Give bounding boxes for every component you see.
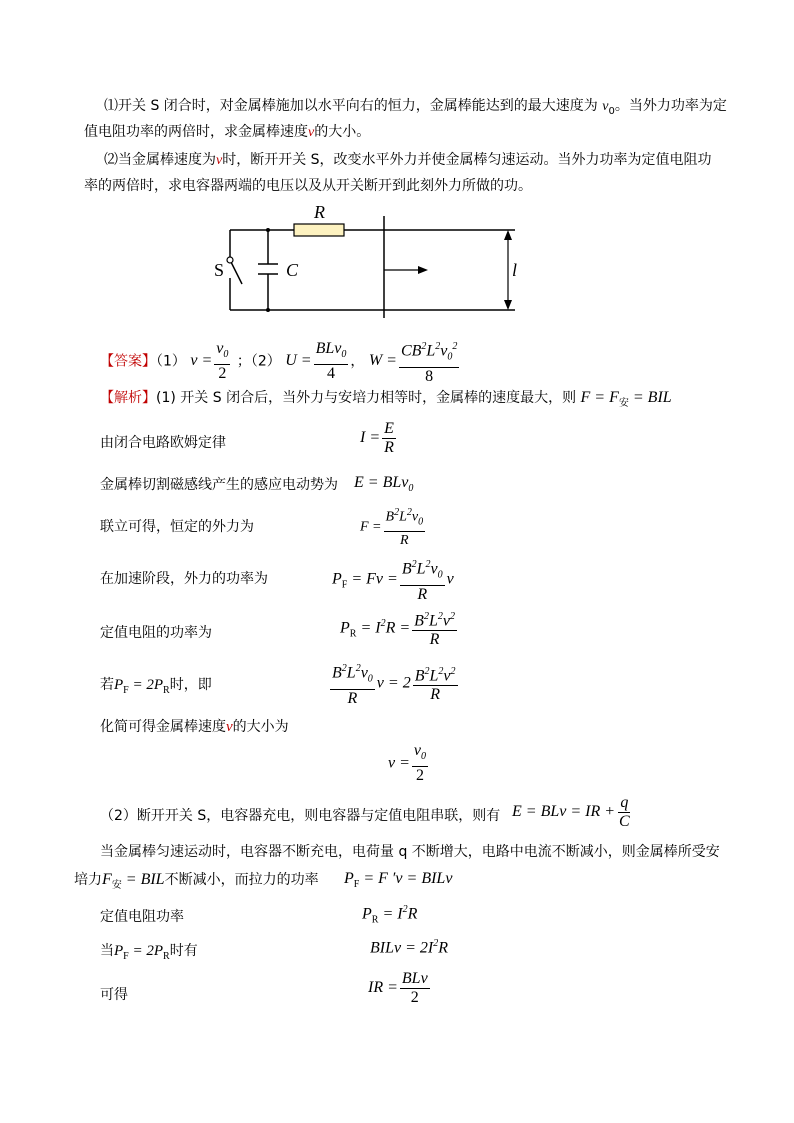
q2-line1-a: ⑵当金属棒速度为 bbox=[104, 152, 216, 168]
eq-force: F = $\frac{B^2L^2v_0}{R}$ bbox=[360, 504, 427, 550]
step-force: 联立可得，恒定的外力为 bbox=[100, 519, 254, 535]
condition-eq: $P_F = 2P_R$ bbox=[114, 677, 170, 696]
part-2-line-3-b: 不断减小，而拉力的功率 bbox=[164, 872, 319, 888]
junction-bottom bbox=[266, 308, 270, 312]
step-when-a: 当 bbox=[100, 943, 114, 959]
eq-part2-series: E = BLv = IR + $\frac{q}{C}$ bbox=[512, 794, 630, 830]
answer-part-2: ；（2） bbox=[236, 353, 281, 370]
step-power-force: 在加速阶段，外力的功率为 bbox=[100, 571, 268, 587]
answer-eq-2: U = $\frac{BLv_0}{4}$ bbox=[285, 340, 347, 383]
part-2-intro-text: （2）断开开关 S，电容器充电，则电容器与定值电阻串联，则有 bbox=[100, 808, 501, 824]
part-2-line-3 bbox=[74, 870, 319, 896]
resistor bbox=[294, 224, 344, 236]
analysis-intro bbox=[100, 388, 672, 414]
eq-result-v: v = $\frac{v_0}{2}$ bbox=[388, 742, 427, 785]
label-S: S bbox=[214, 260, 225, 280]
width-arrow-bottom bbox=[504, 300, 512, 310]
step-power-resistor: 定值电阻的功率为 bbox=[100, 625, 212, 641]
eq-ohm-law: I = $\frac{E}{R}$ bbox=[360, 420, 394, 456]
eq-when: BILv = $2I^2R$ bbox=[370, 938, 449, 957]
junction-top bbox=[266, 228, 270, 232]
q2-line1-v: v bbox=[216, 153, 223, 168]
step-simplify-v: v bbox=[226, 719, 233, 735]
analysis-intro-text: (1) 开关 S 闭合后，当外力与安培力相等时，金属棒的速度最大，则 bbox=[156, 390, 577, 406]
eq-resistor-power-2: $P_R = I^2R$ bbox=[362, 904, 418, 926]
part-2-ampere: $F_安$ = BIL bbox=[102, 871, 165, 892]
answer-line bbox=[100, 338, 461, 385]
part-2-line-3-a: 培力 bbox=[74, 872, 102, 888]
question-1-line-2 bbox=[84, 122, 370, 143]
answer-part-1: （1） bbox=[156, 353, 186, 370]
step-ohm-law: 由闭合电路欧姆定律 bbox=[100, 435, 226, 451]
label-l: l bbox=[512, 260, 518, 280]
q1-line2-b: 的大小。 bbox=[314, 124, 371, 140]
q1-line2-v: v bbox=[308, 125, 315, 140]
analysis-intro-eq: $F = F_安$ = BIL bbox=[580, 389, 672, 410]
velocity-arrowhead bbox=[418, 266, 428, 274]
step-when bbox=[100, 940, 198, 962]
step-when-eq: $P_F = 2P_R$ bbox=[114, 943, 170, 962]
width-arrow-top bbox=[504, 230, 512, 240]
q1-v0-sub: 0 bbox=[608, 105, 615, 117]
question-2-line-1 bbox=[104, 150, 712, 171]
switch-blade bbox=[230, 260, 242, 284]
step-simplify bbox=[100, 716, 289, 736]
answer-eq-1: v = $\frac{v_0}{2}$ bbox=[190, 340, 229, 383]
q1-v0: v bbox=[602, 99, 609, 114]
label-R: R bbox=[314, 202, 325, 222]
q2-line1-b: 时，断开开关 S，改变水平外力并使金属棒匀速运动。当外力功率为定值电阻功 bbox=[222, 152, 712, 168]
part-2-intro bbox=[100, 806, 500, 826]
eq-emf: E = BLv$_0$ bbox=[354, 474, 414, 495]
switch-pivot bbox=[227, 257, 233, 263]
question-2-line-2 bbox=[84, 176, 532, 196]
step-simplify-b: 的大小为 bbox=[232, 719, 289, 735]
step-condition-b: 时，即 bbox=[169, 677, 212, 693]
step-resistor-power-2: 定值电阻功率 bbox=[100, 909, 184, 925]
eq-power-resistor: $P_R = I^2R$ = $\frac{B^2L^2v^2}{R}$ bbox=[340, 608, 459, 649]
eq-condition: $\frac{B^2L^2v_0}{R}$ v = 2 $\frac{B^2L^2v^2}{R}$ bbox=[328, 660, 460, 708]
analysis-tag: 【解析】 bbox=[100, 390, 156, 406]
eq-get: IR = $\frac{\text{BLv}}{2}$ bbox=[368, 970, 428, 1006]
step-emf: 金属棒切割磁感线产生的感应电动势为 bbox=[100, 477, 338, 493]
step-get: 可得 bbox=[100, 987, 128, 1003]
answer-comma: ， bbox=[350, 353, 365, 370]
q1-line2-a: 值电阻功率的两倍时，求金属棒速度 bbox=[84, 124, 308, 140]
label-C: C bbox=[286, 260, 299, 280]
step-condition bbox=[100, 674, 212, 696]
answer-tag: 【答案】 bbox=[100, 353, 156, 370]
q1-text-b: 。当外力功率为定 bbox=[614, 98, 727, 114]
circuit-diagram bbox=[210, 198, 530, 318]
step-when-b: 时有 bbox=[169, 943, 198, 959]
q1-text-a: ⑴开关 S 闭合时，对金属棒施加以水平向右的恒力，金属棒能达到的最大速度为 bbox=[104, 98, 598, 114]
part-2-line-2: 当金属棒匀速运动时，电容器不断充电，电荷量 q 不断增大，电路中电流不断减小，则金属棒所受安 bbox=[100, 844, 720, 860]
q2-line2: 率的两倍时，求电容器两端的电压以及从开关断开到此刻外力所做的功。 bbox=[84, 178, 532, 194]
step-condition-a: 若 bbox=[100, 677, 114, 693]
answer-eq-3: W = $\frac{CB^2L^2v_0^2}{8}$ bbox=[369, 352, 462, 369]
eq-pull-power: $P_F = F$ ′v = BILv bbox=[344, 870, 453, 891]
eq-power-force: $P_F = Fv$ = $\frac{B^2L^2v_0}{R}$ v bbox=[332, 556, 454, 604]
step-simplify-a: 化简可得金属棒速度 bbox=[100, 719, 226, 735]
question-1-line-1 bbox=[104, 96, 727, 122]
